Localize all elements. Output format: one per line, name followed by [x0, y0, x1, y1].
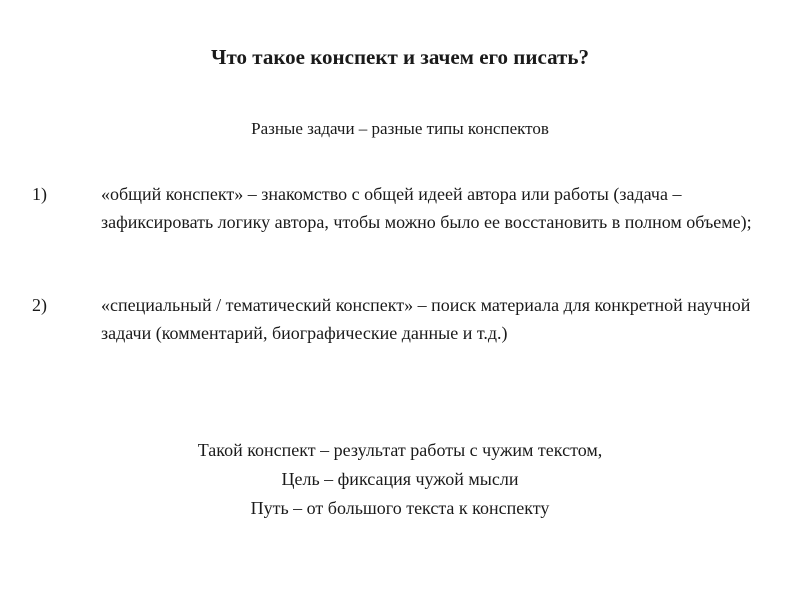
list-item	[32, 180, 772, 236]
list-item-number: 1)	[32, 184, 47, 204]
summary-line: Путь – от большого текста к конспекту	[250, 498, 550, 518]
slide-subtitle: Разные задачи – разные типы конспектов	[251, 119, 549, 138]
list-item-number: 2)	[32, 295, 47, 315]
summary-line: Цель – фиксация чужой мысли	[281, 469, 519, 489]
summary-block	[0, 436, 800, 523]
list-item	[32, 291, 772, 347]
summary-line: Такой конспект – результат работы с чужим текстом,	[197, 440, 603, 460]
list-item-text: «общий конспект» – знакомство с общей идеей автора или работы (задача – зафиксировать логику автора, чтобы можно было ее восстановить в полном объеме);	[101, 184, 752, 232]
list-item-text: «специальный / тематический конспект» – поиск материала для конкретной научной задачи (комментарий, биографические данные и т.д.)	[101, 295, 751, 343]
slide-title: Что такое конспект и зачем его писать?	[211, 45, 589, 69]
